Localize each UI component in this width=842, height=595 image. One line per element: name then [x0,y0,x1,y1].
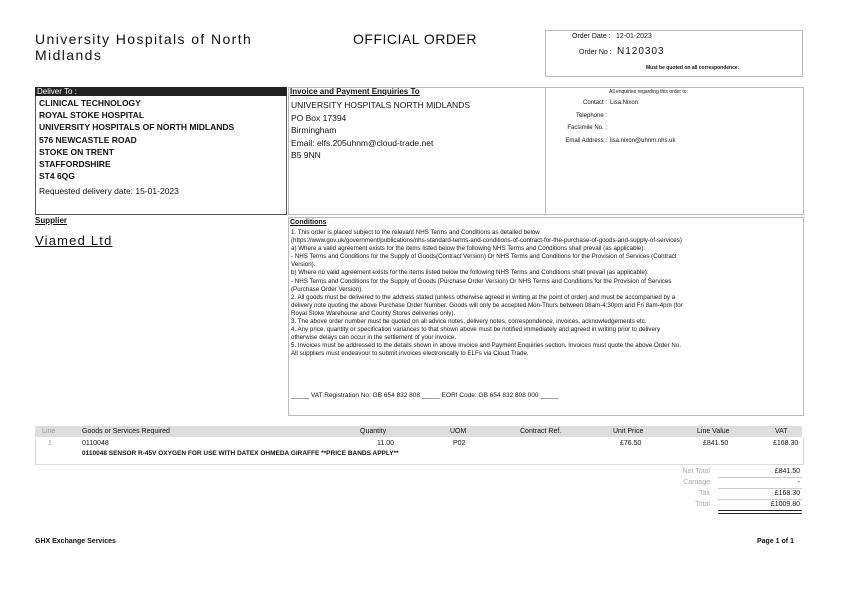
requested-delivery-date: Requested delivery date: 15-01-2023 [39,186,179,196]
table-row-border [35,438,804,465]
order-info-box [545,30,803,77]
conditions-line: Royal Stoke Warehouse and County Stores deliveries only). [291,309,456,317]
conditions-line: otherwise delays can occur in the settlement of your invoice. [291,334,457,342]
totals-divider [718,477,802,478]
cell-description: 0110048 SENSOR R-45V OXYGEN FOR USE WITH DATEX OHMEDA GIRAFFE **PRICE BANDS APPLY** [82,450,399,457]
contact-details [545,100,802,160]
deliver-address [39,97,234,182]
email-value: lisa.nixon@uhnm.nhs.uk [610,138,676,144]
col-header-goods: Goods or Services Required [82,428,170,435]
cell-line-value: £841.50 [703,440,729,447]
contact-value: Lisa.Nixon [610,100,639,106]
tax-value: £168.30 [774,490,800,497]
conditions-line: 2. All goods must be delivered to the address stated (unless otherwise agreed in writing at the point of order) and must be accompanied by a [291,293,676,301]
totals-double-underline [718,513,802,514]
conditions-line: (Purchase Order Version). [291,285,363,293]
col-header-quantity: Quantity [360,428,387,435]
invoice-address-line: PO Box 17394 [291,112,347,123]
total-value: £1009.80 [770,501,800,508]
footer-left: GHX Exchange Services [35,538,116,545]
deliver-address-line: STOKE ON TRENT [39,146,114,157]
conditions-line: 1. This order is placed subject to the relevant NHS Terms and Conditions as detailed below [291,229,540,236]
conditions-line: All suppliers must endeavour to submit invoices electronically to ELFs via Cloud Trade. [291,350,529,358]
enquiries-note: All enquiries regarding this order to: [609,89,688,95]
col-header-contract-ref: Contract Ref. [520,428,562,435]
col-header-line-value: Line Value [697,428,730,435]
invoice-heading: Invoice and Payment Enquiries To [290,87,420,96]
cell-uom: P02 [453,440,466,447]
deliver-address-line: UNIVERSITY HOSPITALS OF NORTH MIDLANDS [39,122,235,133]
totals-divider [718,488,802,489]
conditions-line: delivery note quoting the above Purchase Order Number. Goods will only be accepted Mon-Thurs between 08am-4:30pm and Fri 8am-4pm (for [291,301,683,309]
organisation-name-line1: University Hospitals of North [35,31,253,47]
col-header-unit-price: Unit Price [613,428,644,435]
email-label: Email Address : [565,138,607,144]
contact-label: Contact : [582,100,607,106]
col-header-line: Line [42,428,56,435]
organisation-name-line2: Midlands [35,47,103,63]
conditions-line: a) Where a valid agreement exists for the items listed below the following NHS Terms and Conditions shall prevail (as applicable): [291,245,646,253]
invoice-address [291,99,470,162]
deliver-address-line: CLINICAL TECHNOLOGY [39,98,141,108]
tax-label: Tax [699,490,710,497]
deliver-address-line: ROYAL STOKE HOSPITAL [39,110,145,121]
net-total-value: £841.50 [774,468,800,475]
totals-divider [718,510,802,511]
deliver-address-line: 576 NEWCASTLE ROAD [39,134,137,145]
cell-vat: £168.30 [773,440,799,447]
conditions-text [291,229,801,359]
order-no-note: Must be quoted on all correspondence. [646,65,740,71]
vat-registration-line: _____ VAT Registration No: GB 654 832 808 _____ EORI Code: GB 654 832 808 000 _____ [291,392,559,399]
conditions-line: (https://www.gov.uk/government/publications/nhs-standard-terms-and-conditions-of-contract-for-the-purchase-of-goods-and-supply-of-services) [291,237,682,245]
order-no-label: Order No : [579,49,612,56]
col-header-vat: VAT [775,428,788,435]
invoice-address-line: Birmingham [291,125,337,135]
telephone-label: Telephone : [575,113,607,119]
supplier-heading: Supplier [35,216,68,225]
deliver-to-heading: Deliver To : [35,87,287,96]
total-label: Total [695,501,710,508]
carriage-label: Carriage [683,479,710,486]
cell-quantity: 11.00 [377,440,394,447]
invoice-address-line: Email: elfs.205uhnm@cloud-trade.net [291,137,434,148]
invoice-address-line: B5 9NN [291,150,321,160]
carriage-value: - [797,479,800,486]
col-header-uom: UOM [450,428,467,435]
cell-code: 0110048 [82,440,109,447]
supplier-name: Viamed Ltd [35,233,113,248]
footer-page-number: Page 1 of 1 [757,538,794,545]
conditions-line: 5. Invoices must be addressed to the details shown in above Invoice and Payment Enquiries section. Invoices must quote the above Order No. [291,342,682,350]
deliver-address-line: ST4 6QG [39,171,75,182]
conditions-line: 4. Any price, quantity or specification variances to that shown above must be notified immediately and agreed in writing prior to delivery [291,326,661,334]
order-date-label: Order Date : [572,33,611,40]
conditions-line: Version). [291,261,316,269]
items-table-header [35,426,802,437]
cell-unit-price: £76.50 [620,440,642,447]
conditions-line: b) Where no valid agreement exists for the items listed below the following NHS Terms and Conditions shall prevail (as applicable): [291,269,649,277]
conditions-heading: Conditions [290,219,327,226]
fax-label: Facsimile No. : [567,125,607,131]
conditions-line: - NHS Terms and Conditions for the Supply of Goods (Purchase Order Version) Or NHS Terms and Conditions for the Provision of Services [291,277,672,285]
totals-divider [718,499,802,500]
order-no-value: N120303 [617,46,665,57]
order-date-value: 12-01-2023 [616,33,652,40]
cell-line: 1 [48,440,52,447]
conditions-line: - NHS Terms and Conditions for the Supply of Goods(Contract Version) Or NHS Terms and Conditions for the Provision of Services (Contract [291,253,677,261]
organisation-name [35,31,252,63]
invoice-address-line: UNIVERSITY HOSPITALS NORTH MIDLANDS [291,100,471,110]
conditions-line: 3. The above order number must be quoted on all advice notes, delivery notes, correspondence, invoices, acknowledgements etc. [291,318,647,326]
deliver-address-line: STAFFORDSHIRE [39,159,111,170]
net-total-label: Net Total [682,468,710,475]
document-title: OFFICIAL ORDER [353,31,477,47]
